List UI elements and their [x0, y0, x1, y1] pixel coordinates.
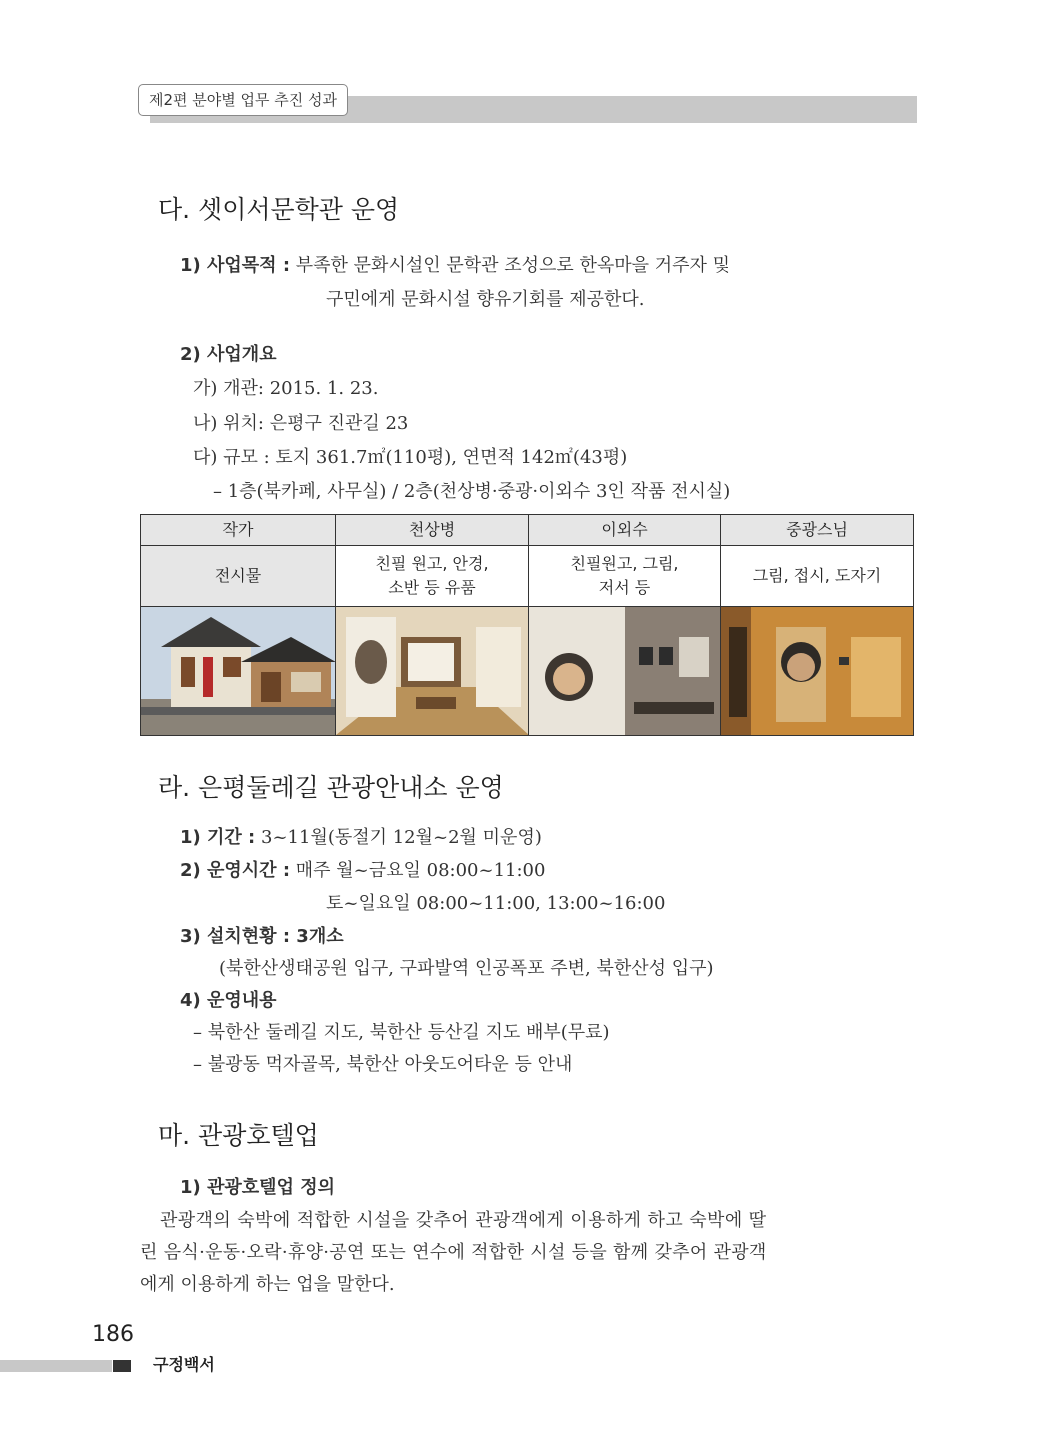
hours-text-1: 매주 월~금요일 08:00~11:00	[295, 860, 546, 881]
table-cell	[529, 546, 721, 607]
purpose-text-1: 부족한 문화시설인 문학관 조성으로 한옥마을 거주자 및	[295, 255, 731, 276]
photo-cell	[529, 607, 721, 736]
footer-square	[113, 1360, 131, 1372]
table-row	[141, 546, 914, 607]
content-bullet-1: – 북한산 둘레길 지도, 북한산 등산길 지도 배부(무료)	[193, 1022, 610, 1043]
opening-date: 가) 개관: 2015. 1. 23.	[193, 378, 379, 399]
photo-cell	[721, 607, 914, 736]
building-photo	[141, 607, 335, 735]
location: 나) 위치: 은평구 진관길 23	[193, 413, 409, 434]
exhibition-room-photo-1	[336, 607, 528, 735]
purpose-label: 1) 사업목적 :	[180, 255, 291, 276]
hours-text-2: 토~일요일 08:00~11:00, 13:00~16:00	[326, 893, 666, 914]
page-number: 186	[92, 1322, 134, 1347]
period-label: 1) 기간 :	[180, 827, 256, 848]
cell-line: 친필 원고, 안경,	[375, 554, 489, 573]
scale: 다) 규모 : 토지 361.7㎡(110평), 연면적 142㎡(43평)	[193, 447, 628, 468]
photo-cell	[336, 607, 529, 736]
installation-text: (북한산생태공원 입구, 구파발역 인공폭포 주변, 북한산성 입구)	[219, 958, 714, 979]
table-header-cell: 이외수	[529, 515, 721, 546]
photo-row	[141, 607, 914, 736]
exhibition-room-photo-2	[529, 607, 720, 735]
purpose-text-2: 구민에게 문화시설 향유기회를 제공한다.	[326, 289, 645, 310]
floors: – 1층(북카페, 사무실) / 2층(천상병·중광·이외수 3인 작품 전시실)	[213, 481, 731, 502]
cell-line: 그림, 접시, 도자기	[752, 566, 882, 585]
section-title-ra: 라. 은평둘레길 관광안내소 운영	[158, 773, 504, 802]
purpose-line-1	[180, 254, 730, 278]
section-label: 제2편 분야별 업무 추진 성과	[138, 84, 348, 116]
content-label: 4) 운영내용	[180, 990, 277, 1011]
book-title: 구정백서	[153, 1355, 215, 1374]
section-title-da: 다. 셋이서문학관 운영	[158, 195, 400, 224]
exhibition-room-photo-3	[721, 607, 913, 735]
section-title-ma: 마. 관광호텔업	[158, 1121, 319, 1150]
overview-label: 2) 사업개요	[180, 344, 277, 365]
definition-line-3: 에게 이용하게 하는 업을 말한다.	[140, 1274, 395, 1295]
cell-line: 소반 등 유품	[388, 578, 476, 597]
table-header-row	[141, 515, 914, 546]
hours-label: 2) 운영시간 :	[180, 860, 291, 881]
photo-cell	[141, 607, 336, 736]
table-cell	[336, 546, 529, 607]
table-header-cell: 중광스님	[721, 515, 914, 546]
table-header-cell: 천상병	[336, 515, 529, 546]
footer-bar	[0, 1360, 112, 1372]
period-text: 3~11월(동절기 12월~2월 미운영)	[261, 827, 542, 848]
cell-line: 저서 등	[598, 578, 651, 597]
definition-line-1: 관광객의 숙박에 적합한 시설을 갖추어 관광객에게 이용하게 하고 숙박에 딸	[160, 1210, 767, 1231]
table-cell	[721, 546, 914, 607]
table-header-cell: 작가	[141, 515, 336, 546]
definition-line-2: 린 음식·운동·오락·휴양·공연 또는 연수에 적합한 시설 등을 함께 갖추어 관광객	[140, 1242, 767, 1263]
exhibit-table	[140, 514, 914, 736]
row-label: 전시물	[141, 546, 336, 607]
hours-line-1	[180, 859, 545, 883]
content-bullet-2: – 불광동 먹자골목, 북한산 아웃도어타운 등 안내	[193, 1054, 573, 1075]
cell-line: 친필원고, 그림,	[570, 554, 679, 573]
installation-label: 3) 설치현황 : 3개소	[180, 926, 344, 947]
hotel-definition-label: 1) 관광호텔업 정의	[180, 1177, 335, 1198]
period-line	[180, 826, 542, 850]
